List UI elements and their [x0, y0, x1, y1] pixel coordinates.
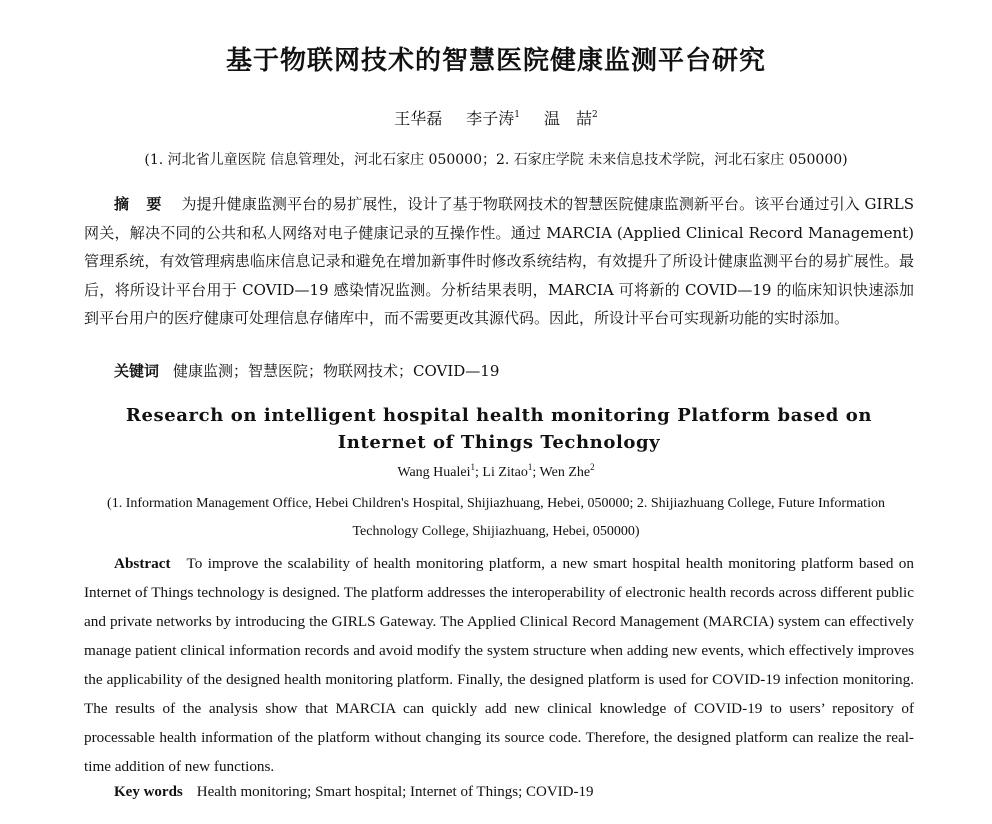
author-affil-mark: 2 [592, 110, 598, 120]
chinese-keywords-label: 关键词 [114, 362, 160, 380]
english-abstract [84, 549, 914, 781]
chinese-title: 基于物联网技术的智慧医院健康监测平台研究 [225, 46, 766, 76]
english-affiliation: (1. Information Management Office, Hebei Children's Hospital, Shijiazhuang, Hebei, 050000; 2. Shijiazhuang College, Future Information Technology College, Shijiazhuang, Hebei, 050000) [107, 496, 885, 539]
author-affil-mark: 1 [470, 462, 475, 472]
author-affil-mark: 2 [590, 462, 595, 472]
english-keywords-label: Key words [114, 784, 183, 800]
author-name: 温 喆 [544, 109, 593, 128]
author-name: 李子涛 [466, 109, 515, 128]
chinese-abstract-text: 为提升健康监测平台的易扩展性，设计了基于物联网技术的智慧医院健康监测新平台。该平台通过引入 GIRLS 网关，解决不同的公共和私人网络对电子健康记录的互操作性。通过 MARCIA (Applied Clinical Record Management) 管理系统，有效管理病患临床信息记录和避免在增加新事件时修改系统结构，有效提升了所设计健康监测平台的易扩展性。最后，将所设计平台用于 COVID—19 感染情况监测。分析结果表明，MARCIA 可将新的 COVID—19 的临床知识快速添加到平台用户的医疗健康可处理信息存储库中，而不需要更改其源代码。因此，所设计平台可实现新功能的实时添加。 [84, 195, 914, 327]
author-name: Wang Hualei [397, 465, 471, 480]
english-abstract-label: Abstract [114, 555, 171, 572]
chinese-abstract [84, 190, 914, 333]
english-abstract-text: To improve the scalability of health monitoring platform, a new smart hospital health monitoring platform based on Internet of Things technology is designed. The platform addresses the interoperability of electronic health records across different public and private networks by introducing the GIRLS Gateway. The Applied Clinical Record Management (MARCIA) system can effectively manage patient clinical information records and avoid modify the system structure when adding new events, which effectively improves the applicability of the designed health monitoring platform. Finally, the designed platform is used for COVID-19 infection monitoring. The results of the analysis show that MARCIA can quickly add new clinical knowledge of COVID-19 to users’ repository of processable health information of the platform without changing its source code. Therefore, the designed platform can realize the real-time addition of new functions. [84, 555, 914, 775]
english-title: Research on intelligent hospital health monitoring Platform based on Internet of Things Technology [125, 405, 873, 453]
author-name: 王华磊 [394, 109, 443, 128]
author-affil-mark: 1 [514, 110, 520, 120]
chinese-keywords [114, 360, 914, 381]
english-keywords-text: Health monitoring; Smart hospital; Internet of Things; COVID-19 [196, 784, 594, 800]
chinese-abstract-label: 摘 要 [114, 195, 168, 213]
author-affil-mark: 1 [527, 462, 533, 472]
chinese-keywords-text: 健康监测；智慧医院；物联网技术；COVID—19 [173, 362, 500, 380]
english-keywords [114, 784, 914, 801]
author-name: Li Zitao [482, 465, 528, 480]
author-name: Wen Zhe [539, 465, 591, 480]
english-authors: Wang Hualei$^1$; Li Zitao$^1$; Wen Zhe$^2$ [397, 462, 595, 480]
chinese-authors [0, 106, 992, 129]
chinese-affiliation: (1. 河北省儿童医院 信息管理处，河北石家庄 050000；2. 石家庄学院 未来信息技术学院，河北石家庄 050000) [144, 152, 848, 168]
